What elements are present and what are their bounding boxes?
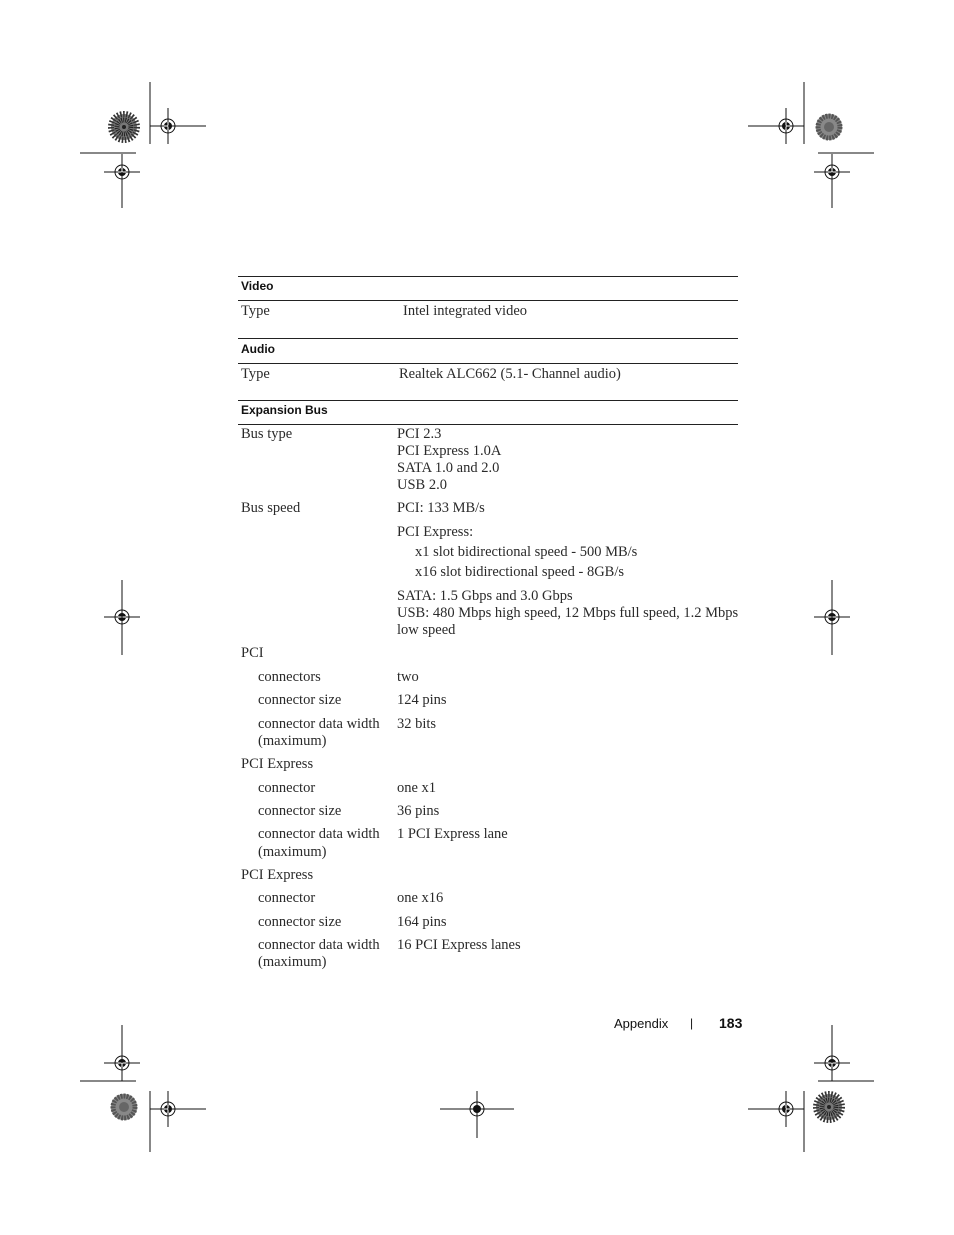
spec-value: Realtek ALC662 (5.1- Channel audio) <box>399 366 621 382</box>
spec-label: connector data width <box>258 826 380 842</box>
section-title-expansion-bus: Expansion Bus <box>241 403 328 417</box>
spec-value: SATA 1.0 and 2.0 <box>397 460 500 476</box>
table-rule <box>238 363 738 364</box>
section-title-audio: Audio <box>241 342 275 356</box>
spec-label: (maximum) <box>258 733 327 749</box>
spec-label: connector <box>258 890 316 906</box>
section-title-video: Video <box>241 279 274 293</box>
spec-value: PCI Express 1.0A <box>397 443 502 459</box>
spec-label-pci-express: PCI Express <box>241 756 314 772</box>
spec-value: one x1 <box>397 780 437 796</box>
table-rule <box>238 276 738 277</box>
spec-value: 32 bits <box>397 716 437 732</box>
table-rule <box>238 300 738 301</box>
spec-value: USB 2.0 <box>397 477 447 493</box>
spec-value: 124 pins <box>397 692 447 708</box>
spec-value: PCI 2.3 <box>397 426 442 442</box>
spec-value: 164 pins <box>397 914 447 930</box>
spec-value: 16 PCI Express lanes <box>397 937 521 953</box>
spec-value: USB: 480 Mbps high speed, 12 Mbps full speed, 1.2 Mbps <box>397 605 739 621</box>
spec-label-pci: PCI <box>241 645 264 661</box>
spec-value: x16 slot bidirectional speed - 8GB/s <box>415 564 625 580</box>
spec-value: PCI Express: <box>397 524 474 540</box>
spec-label: connector size <box>258 914 342 930</box>
spec-label: Type <box>241 366 270 382</box>
spec-label: connector data width <box>258 716 380 732</box>
spec-value: low speed <box>397 622 456 638</box>
spec-label: Type <box>241 303 270 319</box>
spec-label-bus-speed: Bus speed <box>241 500 301 516</box>
spec-label: connectors <box>258 669 321 685</box>
spec-label: connector size <box>258 803 342 819</box>
spec-label: (maximum) <box>258 844 327 860</box>
footer-section-name: Appendix <box>614 1016 669 1031</box>
spec-label-pci-express: PCI Express <box>241 867 314 883</box>
spec-label: connector data width <box>258 937 380 953</box>
table-rule <box>238 424 738 425</box>
spec-value: Intel integrated video <box>403 303 528 319</box>
table-rule <box>238 338 738 339</box>
spec-value: 36 pins <box>397 803 440 819</box>
footer-separator: | <box>690 1016 694 1030</box>
spec-value: 1 PCI Express lane <box>397 826 508 842</box>
spec-value: x1 slot bidirectional speed - 500 MB/s <box>415 544 638 560</box>
spec-value: two <box>397 669 419 685</box>
page-number: 183 <box>719 1015 743 1031</box>
spec-label: connector <box>258 780 316 796</box>
spec-value: SATA: 1.5 Gbps and 3.0 Gbps <box>397 588 573 604</box>
table-rule <box>238 400 738 401</box>
spec-label: (maximum) <box>258 954 327 970</box>
spec-label: connector size <box>258 692 342 708</box>
spec-value: PCI: 133 MB/s <box>397 500 485 516</box>
spec-label-bus-type: Bus type <box>241 426 293 442</box>
spec-value: one x16 <box>397 890 444 906</box>
